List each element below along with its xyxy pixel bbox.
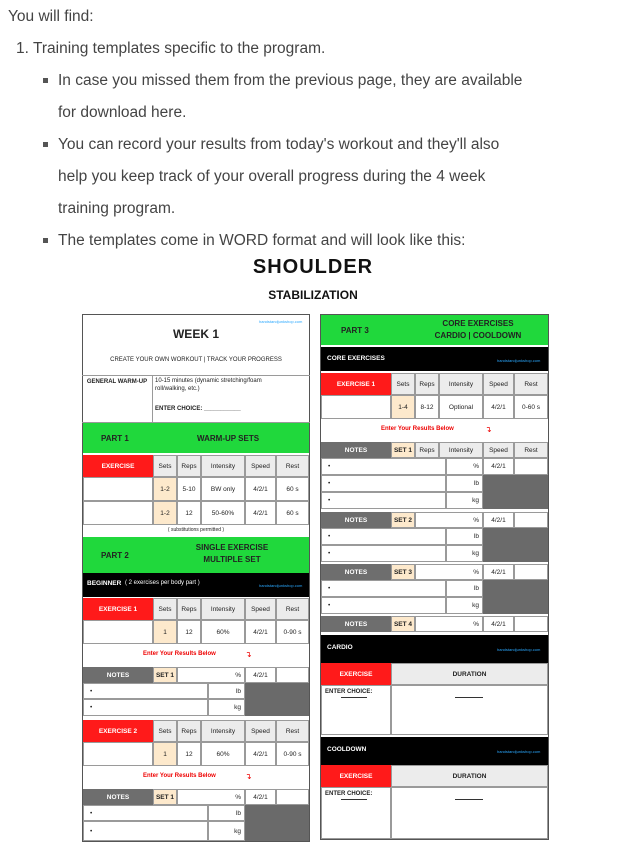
warmup-exercise-cell[interactable] (83, 477, 153, 501)
cooldown-duration-cell[interactable] (391, 787, 548, 839)
notes-header: NOTES (321, 616, 391, 632)
note-line[interactable]: • (321, 545, 446, 562)
note-line[interactable]: • (83, 699, 208, 716)
sets-header: Sets (153, 720, 177, 742)
week-title: WEEK 1 (172, 327, 219, 341)
speed-value: 4/2/1 (483, 395, 514, 419)
blank-cell (276, 667, 309, 683)
kg-cell[interactable]: kg (446, 597, 483, 614)
note-line[interactable]: • (321, 475, 446, 492)
note-line[interactable]: • (321, 580, 446, 597)
speed-header: Speed (245, 455, 276, 477)
site-url: handstandjunkshop.com (497, 647, 541, 652)
reps-value: 8-12 (415, 395, 439, 419)
template-subtitle: STABILIZATION (268, 288, 358, 302)
week-template-panel (82, 314, 310, 842)
notes-header: NOTES (321, 512, 391, 528)
exercise-1-header: EXERCISE 1 (321, 373, 391, 395)
general-warmup-label: GENERAL WARM-UP (82, 375, 153, 423)
rest-header: Rest (514, 442, 548, 458)
rest-value: 0-90 s (276, 742, 309, 766)
bullet-2-line-3: training program. (58, 200, 176, 217)
speed-header: Speed (483, 373, 514, 395)
note-line[interactable]: • (83, 683, 208, 699)
set-4-label: SET 4 (391, 616, 415, 632)
speed-header: Speed (245, 720, 276, 742)
rest-value: 0-90 s (276, 620, 309, 644)
note-line[interactable]: • (321, 458, 446, 475)
cooldown-enter-choice[interactable]: ENTER CHOICE: (321, 787, 391, 839)
intensity-header: Intensity (201, 720, 245, 742)
cooldown-duration-header: DURATION (391, 765, 548, 787)
tempo-cell: 4/2/1 (483, 512, 514, 528)
percent-cell[interactable]: % (177, 667, 245, 683)
warmup-enter-choice[interactable]: ENTER CHOICE: ___________ (155, 406, 241, 412)
duration-underline (455, 697, 483, 698)
shaded-block (483, 475, 548, 509)
bullet-1-line-2: for download here. (58, 104, 187, 121)
intro-item-1: 1. Training templates specific to the program. (16, 40, 326, 57)
reps-value: 12 (177, 620, 201, 644)
sets-header: Sets (391, 373, 415, 395)
bullet-3-line-1: The templates come in WORD format and will look like this: (58, 232, 466, 249)
bullet-icon (43, 78, 48, 83)
sets-value: 1 (153, 742, 177, 766)
percent-cell[interactable]: % (415, 564, 483, 580)
arrow-down-icon: ↴ (245, 650, 252, 659)
speed-value: 4/2/1 (245, 501, 276, 525)
percent-cell[interactable]: % (446, 458, 483, 475)
bullet-icon (43, 142, 48, 147)
percent-cell[interactable]: % (177, 789, 245, 805)
kg-cell[interactable]: kg (208, 699, 245, 716)
speed-value: 4/2/1 (245, 620, 276, 644)
speed-header: Speed (483, 442, 514, 458)
speed-value: 4/2/1 (245, 742, 276, 766)
set-1-label: SET 1 (153, 667, 177, 683)
cardio-duration-cell[interactable] (391, 685, 548, 735)
note-line[interactable]: • (83, 821, 208, 841)
part-2-title-1: SINGLE EXERCISE (195, 543, 269, 552)
intensity-header: Intensity (439, 442, 483, 458)
blank-cell (276, 789, 309, 805)
core-template-panel (320, 314, 549, 840)
choice-underline (341, 697, 367, 698)
exercise-2-cell[interactable] (83, 742, 153, 766)
note-line[interactable]: • (83, 805, 208, 821)
substitutions-note: ( substitutions permitted ) (167, 527, 225, 533)
reps-value: 12 (177, 501, 201, 525)
part-1-label: PART 1 (101, 434, 129, 443)
part-2-label: PART 2 (101, 551, 129, 560)
intensity-value: 60% (201, 742, 245, 766)
reps-header: Reps (177, 598, 201, 620)
core-exercise-cell[interactable] (321, 395, 391, 419)
intro-lead: You will find: (8, 8, 94, 25)
sets-value: 1-2 (153, 477, 177, 501)
site-url: handstandjunkshop.com (497, 749, 541, 754)
results-label: Enter Your Results Below (143, 651, 216, 657)
sets-value: 1-2 (153, 501, 177, 525)
reps-header: Reps (415, 442, 439, 458)
tempo-cell: 4/2/1 (483, 616, 514, 632)
lb-cell[interactable]: lb (208, 683, 245, 699)
bullet-2-line-2: help you keep track of your overall progress during the 4 week (58, 168, 486, 185)
note-line[interactable]: • (321, 492, 446, 509)
beginner-note: ( 2 exercises per body part ) (125, 580, 200, 586)
rest-header: Rest (276, 720, 309, 742)
notes-header: NOTES (83, 789, 153, 805)
bullet-2-line-1: You can record your results from today's workout and they'll also (58, 136, 500, 153)
intensity-value: 50-60% (201, 501, 245, 525)
set-1-label: SET 1 (391, 442, 415, 458)
duration-underline (455, 799, 483, 800)
notes-header: NOTES (321, 564, 391, 580)
bullet-1-line-1: In case you missed them from the previous page, they are available (58, 72, 523, 89)
results-label: Enter Your Results Below (143, 773, 216, 779)
note-line[interactable]: • (321, 528, 446, 545)
set-3-label: SET 3 (391, 564, 415, 580)
intensity-header: Intensity (201, 455, 245, 477)
rest-value: 0-60 s (514, 395, 548, 419)
set-1-label: SET 1 (153, 789, 177, 805)
lb-cell[interactable]: lb (208, 805, 245, 821)
tempo-cell: 4/2/1 (245, 789, 276, 805)
exercise-2-header: EXERCISE 2 (83, 720, 153, 742)
percent-cell[interactable]: % (415, 512, 483, 528)
site-url: handstandjunkshop.com (497, 358, 541, 363)
arrow-down-icon: ↴ (245, 772, 252, 781)
rest-header: Rest (276, 455, 309, 477)
speed-header: Speed (245, 598, 276, 620)
blank-cell (514, 512, 548, 528)
cardio-label: CARDIO (327, 644, 353, 651)
shaded-block (245, 683, 309, 716)
part-2-title-2: MULTIPLE SET (203, 555, 261, 564)
part-1-title: WARM-UP SETS (197, 434, 260, 443)
sets-value: 1 (153, 620, 177, 644)
part-3-label: PART 3 (341, 326, 369, 335)
sets-value: 1-4 (391, 395, 415, 419)
site-url: handstandjunkshop.com (259, 319, 303, 324)
core-label: CORE EXERCISES (327, 355, 385, 362)
note-line[interactable]: • (321, 597, 446, 614)
cardio-duration-header: DURATION (391, 663, 548, 685)
lb-cell[interactable]: lb (446, 580, 483, 597)
template-title: SHOULDER (252, 256, 374, 278)
warmup-text-2: roll/walking, etc.) (155, 386, 200, 392)
kg-cell[interactable]: kg (446, 492, 483, 509)
choice-underline (341, 799, 367, 800)
intensity-header: Intensity (201, 598, 245, 620)
intensity-value: 60% (201, 620, 245, 644)
speed-value: 4/2/1 (245, 477, 276, 501)
blank-cell (514, 458, 548, 475)
cardio-enter-choice[interactable]: ENTER CHOICE: (321, 685, 391, 735)
intensity-header: Intensity (439, 373, 483, 395)
set-2-label: SET 2 (391, 512, 415, 528)
tempo-cell: 4/2/1 (245, 667, 276, 683)
shaded-block (245, 805, 309, 841)
notes-header: NOTES (321, 442, 391, 458)
rest-value: 60 s (276, 501, 309, 525)
blank-cell (514, 616, 548, 632)
warmup-exercise-cell[interactable] (83, 501, 153, 525)
reps-value: 12 (177, 742, 201, 766)
sets-header: Sets (153, 598, 177, 620)
rest-value: 60 s (276, 477, 309, 501)
exercise-1-header: EXERCISE 1 (83, 598, 153, 620)
cooldown-exercise-header: EXERCISE (321, 765, 391, 787)
shaded-block (483, 580, 548, 614)
percent-cell[interactable]: % (415, 616, 483, 632)
bullet-icon (43, 238, 48, 243)
rest-header: Rest (514, 373, 548, 395)
cardio-exercise-header: EXERCISE (321, 663, 391, 685)
lb-cell[interactable]: lb (446, 528, 483, 545)
tempo-cell: 4/2/1 (483, 564, 514, 580)
results-label: Enter Your Results Below (381, 426, 454, 432)
intensity-value: BW only (201, 477, 245, 501)
site-url: handstandjunkshop.com (259, 583, 303, 588)
kg-cell[interactable]: kg (208, 821, 245, 841)
rest-header: Rest (276, 598, 309, 620)
reps-header: Reps (177, 720, 201, 742)
blank-cell (514, 564, 548, 580)
reps-value: 5-10 (177, 477, 201, 501)
notes-header: NOTES (83, 667, 153, 683)
reps-header: Reps (177, 455, 201, 477)
warmup-text-1: 10-15 minutes (dynamic stretching/foam (155, 378, 262, 384)
intensity-value: Optional (439, 395, 483, 419)
beginner-label: BEGINNER (87, 580, 122, 587)
tempo-cell: 4/2/1 (483, 458, 514, 475)
lb-cell[interactable]: lb (446, 475, 483, 492)
arrow-down-icon: ↴ (485, 425, 492, 434)
exercise-1-cell[interactable] (83, 620, 153, 644)
shaded-block (483, 528, 548, 562)
sets-header: Sets (153, 455, 177, 477)
part-3-title-2: CARDIO | COOLDOWN (434, 331, 522, 340)
exercise-header: EXERCISE (83, 455, 153, 477)
kg-cell[interactable]: kg (446, 545, 483, 562)
create-track-label: CREATE YOUR OWN WORKOUT | TRACK YOUR PROGRESS (110, 357, 282, 363)
cooldown-label: COOLDOWN (327, 746, 367, 753)
reps-header: Reps (415, 373, 439, 395)
part-3-title-1: CORE EXERCISES (442, 319, 514, 328)
